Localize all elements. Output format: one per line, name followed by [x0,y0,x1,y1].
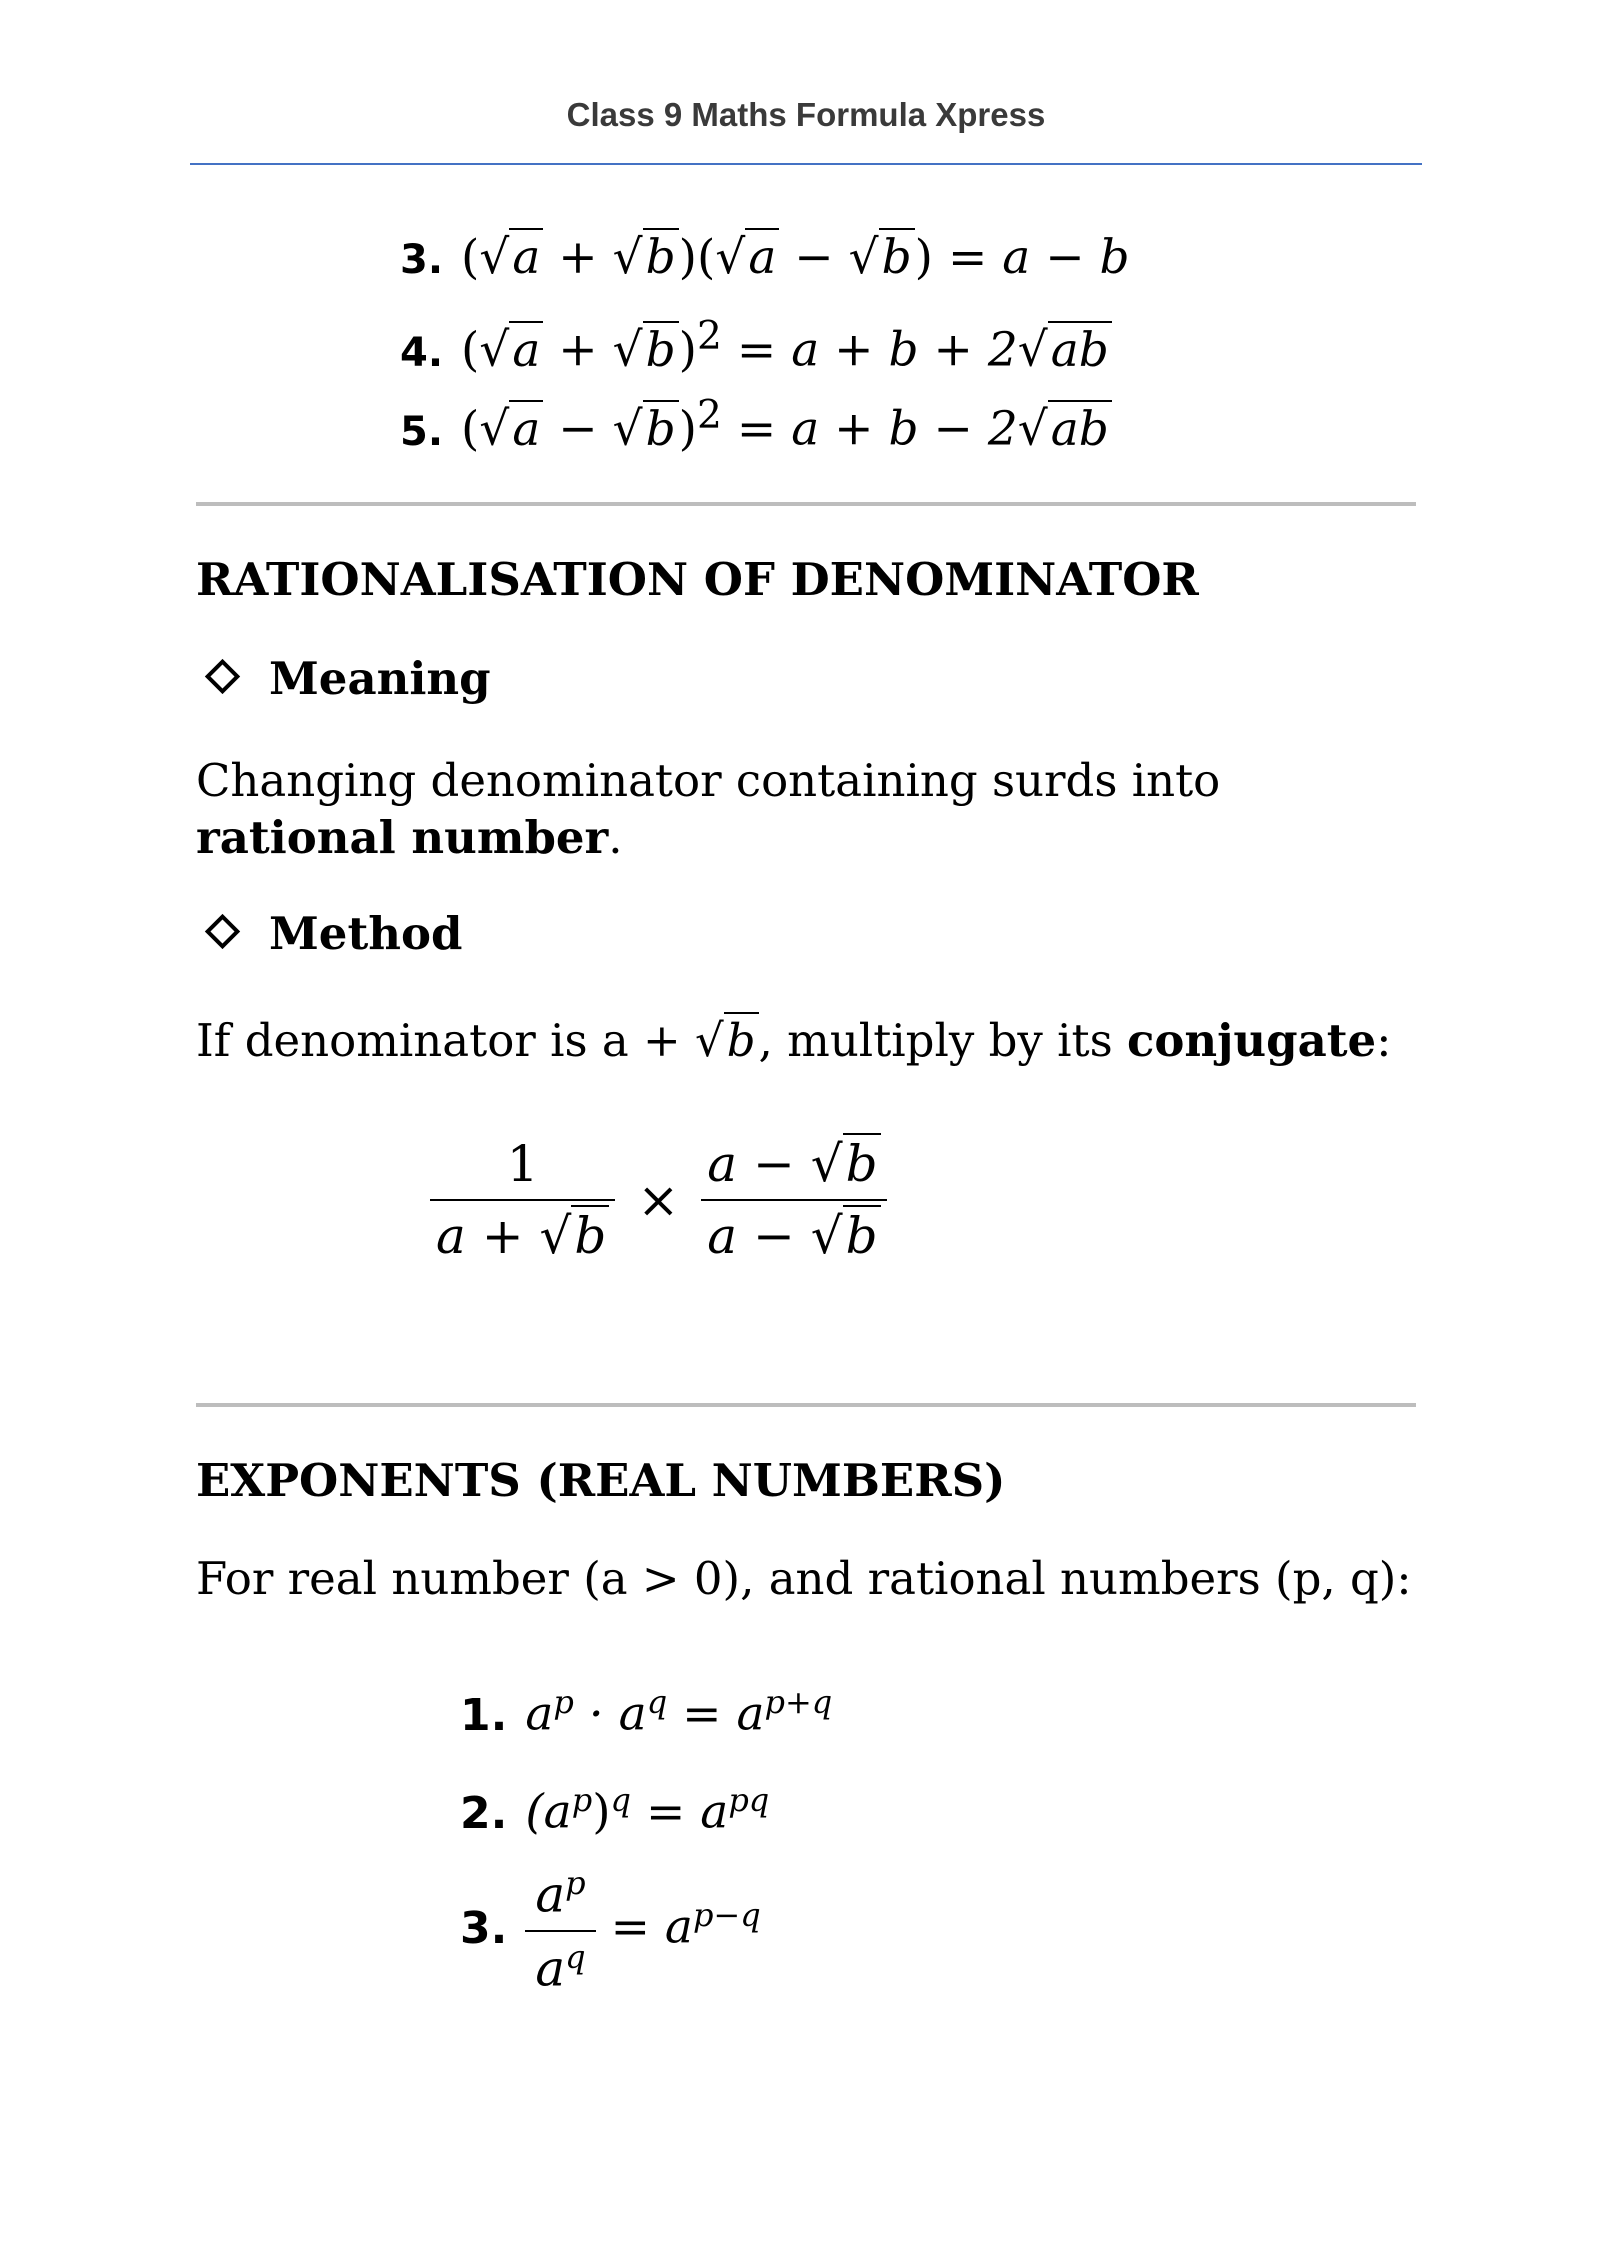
diamond-bullet-icon [205,659,240,694]
rule-text: = a [631,1784,729,1840]
identity-number: 4. [400,329,444,376]
exponent: pq [728,1781,770,1819]
emphasis-text: rational number [196,811,609,864]
numerator-text: a − [707,1135,811,1193]
radicand: b [845,1207,878,1265]
paragraph-text: : [1376,1014,1392,1067]
radicand: ab [1050,401,1109,457]
numerator [525,1864,595,1930]
numerator-text: a [535,1865,566,1924]
radicand: a [748,230,777,285]
diamond-bullet-icon [205,914,240,949]
power: 2 [697,314,722,359]
subheading-label: Method [269,907,463,960]
meaning-paragraph [196,752,1426,866]
section-heading-rationalisation: RATIONALISATION OF DENOMINATOR [196,553,1199,606]
exponent-rule-2 [460,1750,832,1850]
numerator: 1 [506,1135,539,1193]
exponent: p [571,1781,593,1819]
radicand: a [512,230,541,285]
identity-3: 3. (√a + √b)(√a − √b) = a − b [400,230,1130,285]
section-separator [196,1403,1416,1407]
power: 2 [697,393,722,438]
rationalisation-formula [430,1135,887,1265]
fraction [525,1864,595,1997]
identity-5: 5. $(√a - √b)^2 = a + b - 2√ab$ [400,376,1130,455]
running-header: Class 9 Maths Formula Xpress [566,96,1046,133]
subheading-label: Meaning [269,652,491,705]
paragraph-text: If denominator is a + [196,1014,696,1067]
method-paragraph: If denominator is a + √b, multiply by its conjugate: [196,1014,1392,1067]
exponent-rule-1 [460,1655,832,1750]
radicand: a [512,401,541,457]
surd-identities-list [400,218,1130,455]
radicand: b [845,1135,878,1193]
section-heading-exponents: EXPONENTS (REAL NUMBERS) [196,1454,1006,1507]
radicand: b [645,401,676,457]
numerator: a − √b [701,1135,886,1199]
identity-rhs: = a + b − 2 [736,401,1018,457]
rule-number: 3. [460,1902,508,1954]
exponent: p [553,1683,574,1721]
denominator [525,1930,595,1998]
exponent: p+q [764,1683,833,1721]
denominator-text: a + [436,1207,540,1265]
rule-text: ) [592,1784,611,1840]
rule-text: = a [667,1686,765,1742]
exponent: p−q [692,1896,761,1934]
rule-text: · a [573,1686,647,1742]
radicand: ab [1050,322,1109,378]
exponent: p [565,1864,586,1902]
subheading-method [210,907,462,960]
paragraph-text: , multiply by its [758,1014,1128,1067]
exponent: q [646,1683,668,1721]
identity-4: 4. $(√a + √b)^2 = a + b + 2√ab$ [400,297,1130,376]
rule-text: (a [525,1784,572,1840]
conjugate-fraction [701,1135,886,1265]
exponent: q [610,1781,632,1819]
emphasis-text: conjugate [1127,1014,1377,1067]
rule-text: = a [595,1899,693,1955]
exponent-rule-3 [460,1864,832,1997]
rule-text: a [525,1686,554,1742]
exponent-rules-list [460,1655,832,1997]
identity-number: 3. [400,237,444,283]
denominator: a + √b [430,1199,615,1265]
radicand: a [512,322,541,378]
fraction [430,1135,615,1265]
radicand: b [726,1014,756,1067]
radicand: b [645,230,676,285]
header-rule [190,163,1422,165]
times-sign: × [637,1171,680,1229]
paragraph-text: Changing denominator containing surds into [196,754,1221,807]
rule-number: 1. [460,1689,508,1741]
denominator-text: a − [707,1207,811,1265]
identity-rhs: = a + b + 2 [736,322,1018,378]
rule-number: 2. [460,1787,508,1839]
section-separator [196,502,1416,506]
denominator: a − √b [701,1199,886,1265]
identity-number: 5. [400,408,444,455]
radicand: b [645,322,676,378]
denominator-text: a [535,1939,566,1998]
radicand: b [574,1207,607,1265]
radicand: b [881,230,912,285]
exponent: q [565,1937,586,1976]
identity-rhs: = a − b [947,230,1130,285]
paragraph-text: . [608,811,623,864]
exponents-intro: For real number (a > 0), and rational numbers (p, q): [196,1552,1412,1605]
subheading-meaning [210,652,491,705]
